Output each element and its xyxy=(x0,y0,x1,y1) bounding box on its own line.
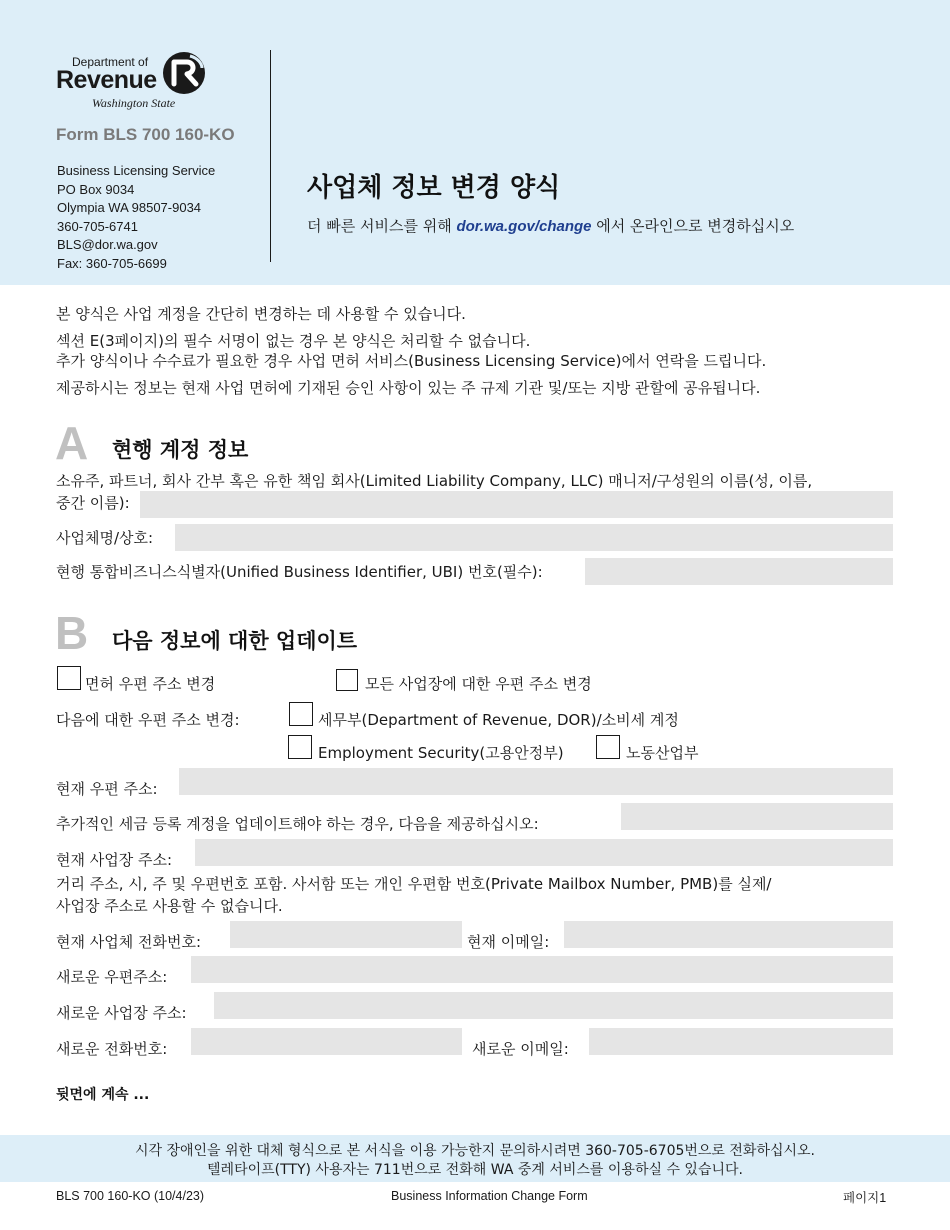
current-phone-field[interactable] xyxy=(230,921,462,948)
license-mailing-label: 면허 우편 주소 변경 xyxy=(85,675,216,693)
footer-form-id: BLS 700 160-KO (10/4/23) xyxy=(56,1189,205,1203)
owner-name-label: 소유주, 파트너, 회사 간부 혹은 유한 책임 회사(Limited Liability Company, LLC) 매니저/구성원의 이름(성, 이름, xyxy=(56,472,813,490)
all-locations-checkbox[interactable] xyxy=(336,669,358,691)
mailing-change-for-label: 다음에 대한 우편 주소 변경: xyxy=(56,711,240,729)
logo-washington-state: Washington State xyxy=(92,96,176,110)
lni-checkbox[interactable] xyxy=(596,735,620,759)
section-a-letter: A xyxy=(55,417,89,469)
section-b-letter: B xyxy=(55,607,89,659)
new-email-label: 새로운 이메일: xyxy=(472,1040,569,1058)
location-note: 사업장 주소로 사용할 수 없습니다. xyxy=(56,897,283,915)
dor-checkbox[interactable] xyxy=(289,702,313,726)
ubi-field[interactable] xyxy=(585,558,893,585)
current-mailing-label: 현재 우편 주소: xyxy=(56,780,158,798)
address-line: Business Licensing Service xyxy=(57,163,216,178)
section-a-title: 현행 계정 정보 xyxy=(112,438,249,462)
location-note: 거리 주소, 시, 주 및 우편번호 포함. 사서함 또는 개인 우편함 번호(Private Mailbox Number, PMB)를 실제/ xyxy=(56,875,772,893)
revenue-logo-icon xyxy=(160,50,208,96)
intro-line: 본 양식은 사업 계정을 간단히 변경하는 데 사용할 수 있습니다. xyxy=(56,305,466,323)
new-location-field[interactable] xyxy=(214,992,893,1019)
additional-accounts-label: 추가적인 세금 등록 계정을 업데이트해야 하는 경우, 다음을 제공하십시오: xyxy=(56,815,539,833)
business-name-label: 사업체명/상호: xyxy=(56,529,154,547)
footer-form-name: Business Information Change Form xyxy=(391,1189,588,1203)
logo-revenue: Revenue xyxy=(56,66,157,94)
new-phone-label: 새로운 전화번호: xyxy=(56,1040,168,1058)
current-mailing-field[interactable] xyxy=(179,768,893,795)
subtitle-text: 에서 온라인으로 변경하십시오 xyxy=(591,217,795,235)
intro-line: 추가 양식이나 수수료가 필요한 경우 사업 면허 서비스(Business Licensing Service)에서 연락을 드립니다. xyxy=(56,352,767,370)
address-line: Olympia WA 98507-9034 xyxy=(57,200,202,215)
current-location-label: 현재 사업장 주소: xyxy=(56,851,173,869)
agency-address xyxy=(57,162,215,273)
dor-label: 세무부(Department of Revenue, DOR)/소비세 계정 xyxy=(318,711,679,729)
license-mailing-checkbox[interactable] xyxy=(57,666,81,690)
online-change-link[interactable]: dor.wa.gov/change xyxy=(456,218,592,235)
intro-line: 제공하시는 정보는 현재 사업 면허에 기재된 승인 사항이 있는 주 규제 기관 및/또는 지방 관할에 공유됩니다. xyxy=(56,379,761,397)
header-divider xyxy=(270,50,271,262)
new-email-field[interactable] xyxy=(589,1028,893,1055)
current-email-label: 현재 이메일: xyxy=(467,933,550,951)
address-line: BLS@dor.wa.gov xyxy=(57,237,158,252)
additional-accounts-field[interactable] xyxy=(621,803,893,830)
page-title: 사업체 정보 변경 양식 xyxy=(307,173,561,203)
footer-page-number: 페이지1 xyxy=(843,1191,887,1205)
new-mailing-field[interactable] xyxy=(191,956,893,983)
form-number: Form BLS 700 160-KO xyxy=(56,125,235,144)
owner-name-field[interactable] xyxy=(140,491,893,518)
ubi-label: 현행 통합비즈니스식별자(Unified Business Identifier, UBI) 번호(필수): xyxy=(56,563,543,581)
new-phone-field[interactable] xyxy=(191,1028,462,1055)
page-subtitle xyxy=(307,215,794,236)
current-location-field[interactable] xyxy=(195,839,893,866)
logo-department-of: Department of xyxy=(72,55,149,69)
lni-label: 노동산업부 xyxy=(626,744,699,762)
accessibility-note: 시각 장애인을 위한 대체 형식으로 본 서식을 이용 가능한지 문의하시려면 360-705-6705번으로 전화하십시오. xyxy=(134,1143,815,1159)
owner-name-label-cont: 중간 이름): xyxy=(56,494,130,512)
all-locations-label: 모든 사업장에 대한 우편 주소 변경 xyxy=(365,675,592,693)
address-line: Fax: 360-705-6699 xyxy=(57,255,167,271)
new-location-label: 새로운 사업장 주소: xyxy=(56,1004,187,1022)
address-line: PO Box 9034 xyxy=(57,181,135,197)
esd-label: Employment Security(고용안정부) xyxy=(318,744,564,762)
section-b-title: 다음 정보에 대한 업데이트 xyxy=(112,629,358,653)
tty-note: 텔레타이프(TTY) 사용자는 711번으로 전화해 WA 중계 서비스를 이용하실 수 있습니다. xyxy=(207,1162,743,1178)
esd-checkbox[interactable] xyxy=(288,735,312,759)
address-line: 360-705-6741 xyxy=(57,218,138,234)
current-phone-label: 현재 사업체 전화번호: xyxy=(56,933,202,951)
business-name-field[interactable] xyxy=(175,524,893,551)
intro-line: 섹션 E(3페이지)의 필수 서명이 없는 경우 본 양식은 처리할 수 없습니다. xyxy=(56,332,531,350)
subtitle-text: 더 빠른 서비스를 위해 xyxy=(307,217,457,235)
continued-note: 뒷면에 계속 ... xyxy=(56,1087,150,1103)
current-email-field[interactable] xyxy=(564,921,893,948)
new-mailing-label: 새로운 우편주소: xyxy=(56,968,168,986)
